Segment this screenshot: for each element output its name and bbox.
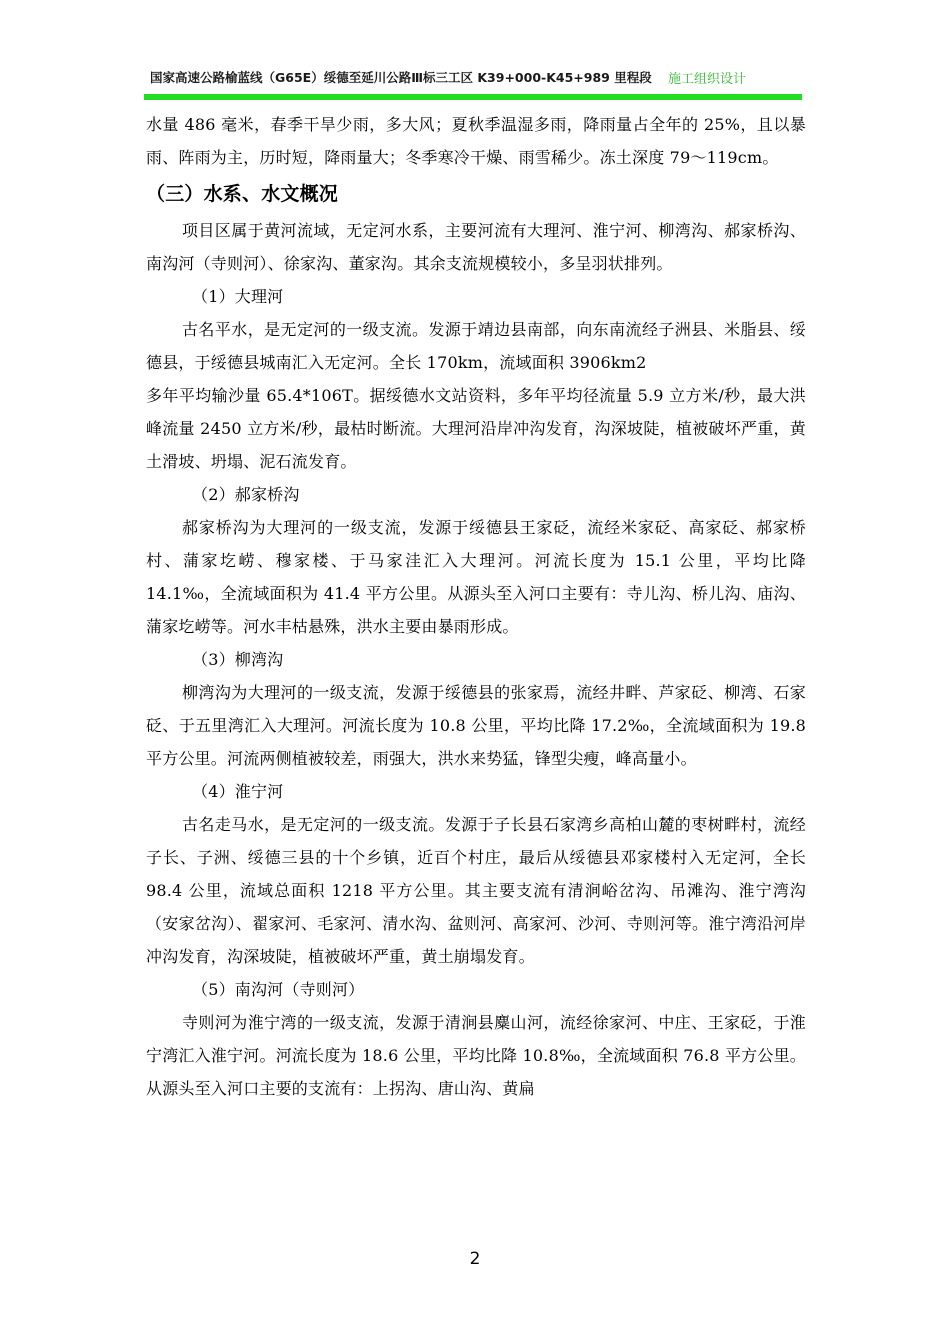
river-body-dali-continued: 多年平均输沙量 65.4*106T。据绥德水文站资料，多年平均径流量 5.9 立方米/秒，最大洪峰流量 2450 立方米/秒，最枯时断流。大理河沿岸冲沟发育，沟深坡陡，植被破坏严重，黄土滑坡、坍塌、泥石流发育。 bbox=[146, 386, 806, 471]
header-project-title: 国家高速公路榆蓝线（G65E）绥德至延川公路Ⅲ标三工区 K39+000-K45+989 里程段 bbox=[150, 70, 652, 85]
header-document-type: 施工组织设计 bbox=[668, 72, 747, 87]
river-body-dali: 古名平水，是无定河的一级支流。发源于靖边县南部，向东南流经子洲县、米脂县、绥德县，于绥德县城南汇入无定河。全长 170km，流域面积 3906km2 bbox=[146, 320, 806, 372]
page-header bbox=[144, 66, 802, 88]
river-body-nangou: 寺则河为淮宁湾的一级支流，发源于清涧县麋山河，流经徐家河、中庄、王家砭，于淮宁湾汇入淮宁河。河流长度为 18.6 公里，平均比降 10.8‰，全流域面积 76.8 平方公里。从源头至入河口主要的支流有：上拐沟、唐山沟、黄扁 bbox=[146, 1013, 806, 1098]
header-divider bbox=[144, 94, 802, 100]
river-title-nangou: （5）南沟河（寺则河） bbox=[192, 980, 365, 999]
river-title-huaining: （4）淮宁河 bbox=[192, 782, 284, 801]
section-intro: 项目区属于黄河流域，无定河水系，主要河流有大理河、淮宁河、柳湾沟、郝家桥沟、南沟河（寺则河）、徐家沟、董家沟。其余支流规模较小，多呈羽状排列。 bbox=[146, 221, 806, 273]
river-body-liuwan: 柳湾沟为大理河的一级支流，发源于绥德县的张家焉，流经井畔、芦家砭、柳湾、石家砭、于五里湾汇入大理河。河流长度为 10.8 公里，平均比降 17.2‰，全流域面积为 19.8 平方公里。河流两侧植被较差，雨强大，洪水来势猛，锋型尖瘦，峰高量小。 bbox=[146, 683, 806, 768]
continued-paragraph: 水量 486 毫米，春季干旱少雨，多大风；夏秋季温湿多雨，降雨量占全年的 25%，且以暴雨、阵雨为主，历时短，降雨量大；冬季寒冷干燥、雨雪稀少。冻土深度 79～119cm。 bbox=[146, 115, 806, 167]
section-heading: （三）水系、水文概况 bbox=[146, 183, 339, 205]
page-number: 2 bbox=[469, 1249, 481, 1269]
river-body-haojiaqiao: 郝家桥沟为大理河的一级支流，发源于绥德县王家砭，流经米家砭、高家砭、郝家桥村、蒲家圪崂、穆家楼、于马家洼汇入大理河。河流长度为 15.1 公里，平均比降 14.1‰，全流域面积为 41.4 平方公里。从源头至入河口主要有：寺儿沟、桥儿沟、庙沟、蒲家圪崂等。河水丰枯悬殊，洪水主要由暴雨形成。 bbox=[146, 518, 806, 636]
river-title-dali: （1）大理河 bbox=[192, 287, 284, 306]
river-title-liuwan: （3）柳湾沟 bbox=[192, 650, 284, 669]
page-body bbox=[146, 108, 806, 1105]
river-body-huaining: 古名走马水，是无定河的一级支流。发源于子长县石家湾乡高柏山麓的枣树畔村，流经子长、子洲、绥德三县的十个乡镇，近百个村庄，最后从绥德县邓家楼村入无定河，全长 98.4 公里，流域总面积 1218 平方公里。其主要支流有清涧峪岔沟、吊滩沟、淮宁湾沟（安家岔沟）、翟家河、毛家河、清水沟、盆则河、高家河、沙河、寺则河等。淮宁湾沿河岸冲沟发育，沟深坡陡，植被破坏严重，黄土崩塌发育。 bbox=[146, 815, 806, 966]
river-title-haojiaqiao: （2）郝家桥沟 bbox=[192, 485, 300, 504]
